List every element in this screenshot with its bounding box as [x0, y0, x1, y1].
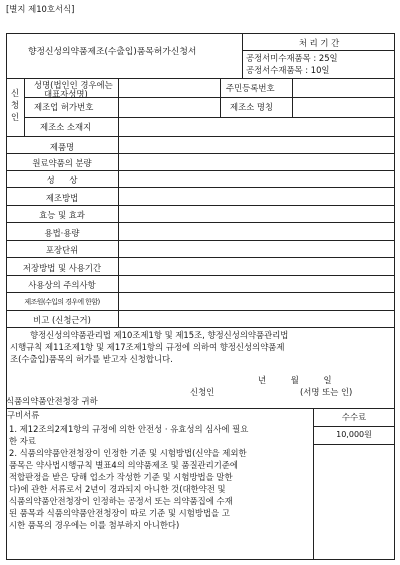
document-line-5: 적합판정을 받은 당해 업소가 작성한 기준 및 시험방법을 말한 — [9, 472, 233, 482]
document-line-9: 시한 품목의 경우에는 이를 첨부하지 아니한다) — [9, 520, 180, 530]
field-label-storage: 저장방법 및 사용기간 — [22, 263, 102, 273]
remarks-field[interactable] — [119, 311, 394, 327]
processing-period-listed: 공정서수재품목 : 10일 — [246, 65, 330, 75]
date-line: 년 월 일 — [258, 375, 332, 385]
applicant-name-field[interactable] — [119, 79, 220, 97]
field-label-dosage: 용법·용량 — [44, 228, 80, 238]
manufacturer-field[interactable] — [119, 293, 394, 309]
efficacy-field[interactable] — [119, 206, 394, 222]
field-label-ingredients: 원료약품의 분량 — [32, 158, 92, 168]
field-label-efficacy: 효능 및 효과 — [39, 210, 85, 220]
applicant-side-label-1: 신 — [11, 88, 20, 98]
documents-header: 구비서류 — [7, 410, 40, 420]
document-line-3: 2. 식품의약품안전청장이 인정한 기준 및 시험방법(신약을 제외한 — [9, 448, 247, 458]
addressee: 식품의약품안전청장 귀하 — [6, 396, 98, 406]
field-label-precautions: 사용상의 주의사항 — [28, 280, 96, 290]
packaging-unit-field[interactable] — [119, 241, 394, 257]
dosage-field[interactable] — [119, 223, 394, 239]
statement-line2: 시행규칙 제11조제1항 및 제17조제1항의 규정에 의하여 향정신성의약품제 — [10, 342, 285, 352]
resident-number-label: 주민등록번호 — [226, 83, 275, 93]
ingredients-field[interactable] — [119, 154, 394, 170]
plant-name-field[interactable] — [293, 98, 394, 116]
product-name-field[interactable] — [119, 137, 394, 153]
field-label-packaging-unit: 포장단위 — [45, 245, 79, 255]
manufacturing-license-field[interactable] — [119, 98, 220, 116]
name-label-line1: 성명(법인인 경우에는 — [34, 80, 113, 90]
document-line-6: 다)에 관한 서류로서 2년이 경과되지 아니한 것(대한약전 및 — [9, 484, 226, 494]
storage-field[interactable] — [119, 258, 394, 274]
appearance-field[interactable] — [119, 171, 394, 187]
signature-hint: (서명 또는 인) — [300, 387, 353, 397]
document-line-2: 한 자료 — [9, 436, 36, 446]
field-label-remarks: 비고 (신청근거) — [33, 315, 91, 325]
fee-label: 수수료 — [341, 412, 367, 422]
plant-address-field[interactable] — [119, 118, 394, 135]
divider — [313, 426, 395, 427]
manufacturing-method-field[interactable] — [119, 188, 394, 204]
document-line-1: 1. 제12조의2제1항의 규정에 의한 안전성 · 유효성의 심사에 필요 — [9, 424, 249, 434]
processing-period-unlisted: 공정서미수재품목 : 25일 — [246, 53, 338, 63]
document-line-8: 된 품목과 식품의약품안전청장이 따로 기준 및 시험방법을 고 — [9, 508, 230, 518]
field-label-product-name: 제품명 — [49, 142, 75, 152]
plant-address-label: 제조소 소재지 — [40, 122, 92, 132]
statement-line1: 향정신성의약품관리법 제10조제1항 및 제15조, 향정신성의약품관리법 — [30, 330, 289, 340]
manufacturing-license-label: 제조업 허가번호 — [34, 102, 94, 112]
divider — [313, 444, 395, 445]
form-title: 향정신성의약품제조(수출입)품목허가신청서 — [28, 47, 197, 57]
applicant-side-label-3: 인 — [11, 112, 20, 122]
divider — [6, 327, 395, 328]
document-line-4: 품목은 약사법시행규칙 별표4의 의약품제조 및 품질관리기준에 — [9, 460, 238, 470]
applicant-side-label-2: 청 — [11, 100, 20, 110]
processing-period-header: 처 리 기 간 — [298, 38, 340, 48]
name-label-line2: 대표자성명) — [44, 89, 88, 99]
document-line-7: 식품의약품안전청장이 인정하는 공정서 또는 의약품집에 수재 — [9, 496, 233, 506]
fee-amount: 10,000원 — [336, 430, 372, 439]
statement-line3: 조(수출입)품목의 허가를 받고자 신청합니다. — [10, 354, 173, 364]
plant-name-label: 제조소 명칭 — [230, 102, 274, 112]
field-label-appearance: 성 상 — [46, 175, 78, 185]
divider — [242, 50, 395, 51]
resident-number-field[interactable] — [293, 79, 394, 97]
field-label-manufacturing-method: 제조방법 — [45, 193, 79, 203]
signer-label: 신청인 — [190, 387, 215, 397]
signer-name-field[interactable] — [226, 385, 282, 398]
divider — [6, 408, 395, 409]
form-number: [별지 제10호서식] — [6, 4, 75, 14]
precautions-field[interactable] — [119, 276, 394, 292]
divider — [24, 78, 25, 136]
field-label-manufacturer: 제조원(수입의 경우에 한함) — [24, 298, 100, 306]
